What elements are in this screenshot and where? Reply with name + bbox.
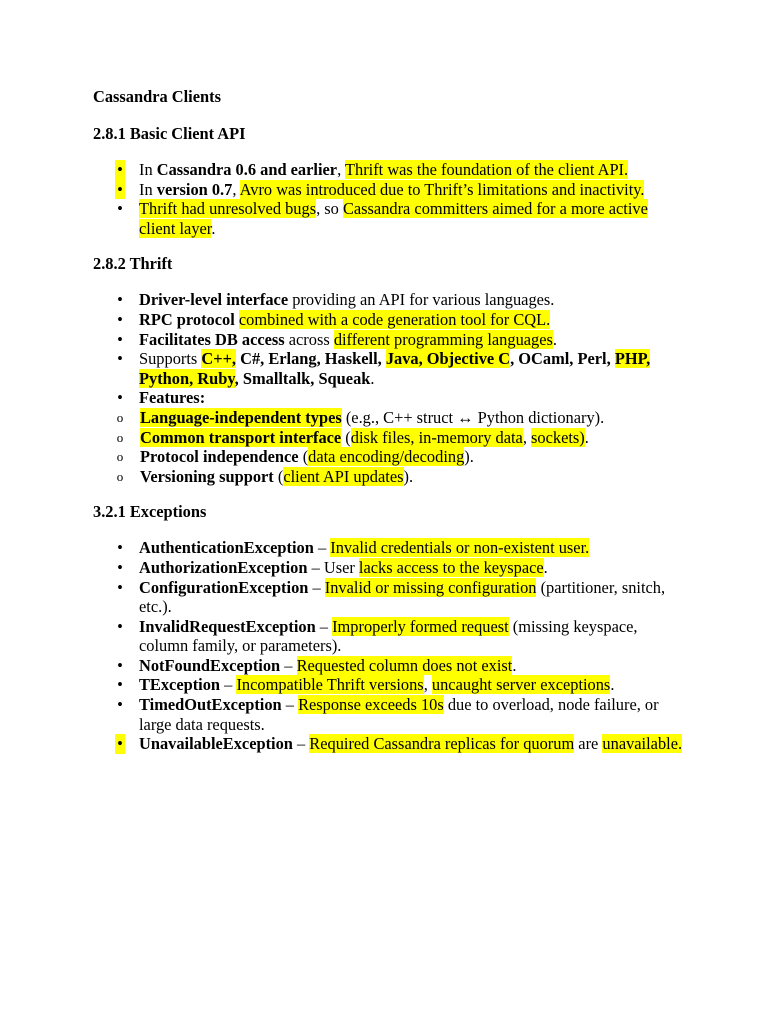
list-item: • AuthenticationException – Invalid credentials or non-existent user. [93, 538, 683, 558]
document-title: Cassandra Clients [93, 87, 221, 106]
list-item: • In Cassandra 0.6 and earlier, Thrift was the foundation of the client API. [93, 160, 683, 180]
bullet-icon: • [117, 655, 123, 675]
features-sublist [93, 408, 683, 486]
list-item: • RPC protocol combined with a code generation tool for CQL. [93, 310, 683, 330]
list-item: • Facilitates DB access across different programming languages. [93, 330, 683, 350]
bullet-icon: • [117, 329, 123, 349]
bullet-icon: • [117, 557, 123, 577]
bullet-icon: • [117, 349, 123, 369]
bullet-icon: • [115, 734, 125, 754]
thrift-list [93, 290, 683, 486]
bullet-icon: • [117, 538, 123, 558]
section-heading-thrift: 2.8.2 Thrift [93, 254, 173, 274]
circle-bullet-icon: o [116, 468, 124, 484]
list-item: • TException – Incompatible Thrift versions, uncaught server exceptions. [93, 675, 683, 695]
bullet-icon: • [117, 309, 123, 329]
bullet-icon: • [115, 180, 125, 200]
list-item: • ConfigurationException – Invalid or missing configuration (partitioner, snitch, etc.). [93, 578, 683, 617]
circle-bullet-icon: o [116, 449, 124, 465]
list-item: • UnavailableException – Required Cassandra replicas for quorum are unavailable. [93, 734, 683, 754]
sub-list-item: o Protocol independence (data encoding/decoding). [116, 447, 474, 467]
circle-bullet-icon: o [116, 429, 124, 445]
bullet-icon: • [115, 160, 125, 180]
list-item: • Thrift had unresolved bugs, so Cassandra committers aimed for a more active client layer. [93, 199, 683, 238]
circle-bullet-icon: o [116, 409, 124, 425]
bullet-icon: • [117, 695, 123, 715]
basic-client-api-list [93, 160, 683, 238]
bullet-icon: • [117, 388, 123, 408]
bullet-icon: • [117, 577, 123, 597]
list-item: • Supports C++, C#, Erlang, Haskell, Java, Objective C, OCaml, Perl, PHP, Python, Ruby, Smalltalk, Squeak. [93, 349, 683, 388]
list-item: • InvalidRequestException – Improperly formed request (missing keyspace, column family, or parameters). [93, 617, 683, 656]
sub-list-item: o Language-independent types (e.g., C++ struct ↔ Python dictionary). [116, 407, 605, 427]
list-item: • AuthorizationException – User lacks access to the keyspace. [93, 558, 683, 578]
bullet-icon: • [117, 675, 123, 695]
list-item: • Driver-level interface providing an API for various languages. [93, 290, 683, 310]
section-heading-basic-client-api: 2.8.1 Basic Client API [93, 124, 246, 143]
document-page [93, 86, 683, 769]
list-item: • Features: o Language-independent types (e.g., C++ struct ↔ Python dictionary). o Common transport interface (disk files, in-memory data, sockets). o Protocol independence (data encoding/decoding). o Versioning support (client API updates). [93, 388, 683, 486]
bullet-icon: • [117, 616, 123, 636]
list-item: • TimedOutException – Response exceeds 10s due to overload, node failure, or large data requests. [93, 695, 683, 734]
sub-list-item: o Versioning support (client API updates). [116, 466, 414, 486]
sub-list-item: o Common transport interface (disk files, in-memory data, sockets). [116, 427, 589, 447]
bullet-icon: • [117, 290, 123, 310]
section-heading-exceptions: 3.2.1 Exceptions [93, 502, 207, 522]
list-item: • NotFoundException – Requested column does not exist. [93, 656, 683, 676]
list-item: • In version 0.7, Avro was introduced due to Thrift’s limitations and inactivity. [93, 180, 683, 200]
exceptions-list [93, 538, 683, 754]
bullet-icon: • [117, 199, 123, 219]
